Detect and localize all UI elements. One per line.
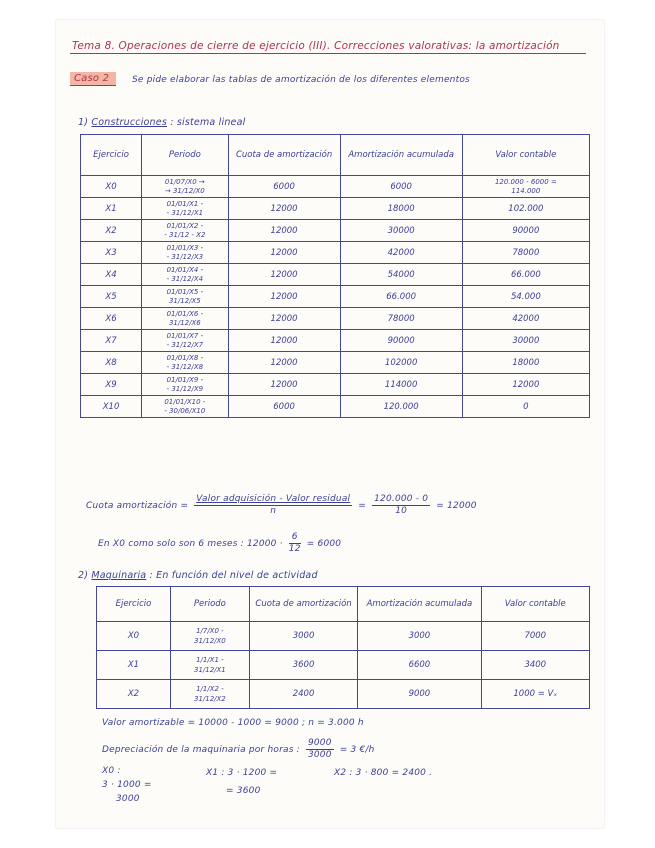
cell-valor-contable: 0 xyxy=(462,396,589,418)
cell-periodo xyxy=(142,396,229,418)
periodo-end: - 31/12/X1 xyxy=(166,208,204,217)
fraction-denominator: 12 xyxy=(288,544,301,554)
cell-valor-contable: 78000 xyxy=(462,242,589,264)
calc-x1-result: = 3600 xyxy=(226,786,261,796)
periodo-end: - 31/12/X9 xyxy=(166,384,204,393)
cell-acumulada: 18000 xyxy=(340,198,462,220)
cell-valor-contable: 90000 xyxy=(462,220,589,242)
formula-equals: = xyxy=(358,501,367,511)
periodo-start: 01/01/X2 - xyxy=(166,221,204,230)
vc-line1: 120.000 - 6000 = xyxy=(494,177,557,186)
cell-valor-contable: 42000 xyxy=(462,308,589,330)
cell-valor-contable: 30000 xyxy=(462,330,589,352)
fraction-numerator: Valor adquisición - Valor residual xyxy=(196,494,351,504)
cell-periodo xyxy=(142,176,229,198)
periodo-end: 31/12/X2 xyxy=(193,695,226,703)
col-valor-contable: Valor contable xyxy=(462,135,589,176)
periodo-end: - 30/06/X10 xyxy=(164,406,206,415)
cell-periodo xyxy=(142,330,229,352)
cell-acumulada: 120.000 xyxy=(340,396,462,418)
cell-ejercicio: X5 xyxy=(81,286,142,308)
cell-ejercicio: X0 xyxy=(97,622,171,651)
col-ejercicio: Ejercicio xyxy=(97,587,171,622)
cell-periodo xyxy=(142,220,229,242)
periodo-start: 01/01/X6 - xyxy=(166,309,204,318)
table-row xyxy=(81,242,590,264)
table-maquinaria xyxy=(96,586,590,709)
cell-cuota: 12000 xyxy=(228,242,340,264)
table-header-row xyxy=(81,135,590,176)
formula-x0 xyxy=(98,532,341,555)
vc-line2: 114.000 xyxy=(511,186,541,195)
table-row xyxy=(81,264,590,286)
section-number: 1) xyxy=(78,117,89,128)
cell-acumulada: 102000 xyxy=(340,352,462,374)
section-construcciones xyxy=(78,117,245,128)
caso-label: Caso 2 xyxy=(74,73,110,84)
cell-ejercicio: X3 xyxy=(81,242,142,264)
fraction-numerator: 9000 xyxy=(307,738,332,748)
cell-valor-contable xyxy=(462,176,589,198)
col-ejercicio: Ejercicio xyxy=(81,135,142,176)
cell-ejercicio: X6 xyxy=(81,308,142,330)
periodo-start: 01/07/X0 → xyxy=(164,177,205,186)
formula-depreciacion xyxy=(102,738,375,761)
cell-periodo xyxy=(142,308,229,330)
periodo-start: 01/01/X1 - xyxy=(166,199,204,208)
periodo-end: 31/12/X0 xyxy=(193,637,226,645)
fraction-months xyxy=(289,532,301,555)
fraction-denominator: 10 xyxy=(395,506,408,516)
formula-cuota xyxy=(86,494,477,517)
periodo-start: 01/01/X7 - xyxy=(166,331,204,340)
periodo-end: → 31/12/X0 xyxy=(164,186,205,195)
table-row xyxy=(81,330,590,352)
fraction-numerator: 6 xyxy=(289,532,301,544)
section-name: Construcciones xyxy=(91,117,167,128)
cell-acumulada: 114000 xyxy=(340,374,462,396)
cell-valor-contable: 18000 xyxy=(462,352,589,374)
table-row xyxy=(81,308,590,330)
fraction-values xyxy=(372,494,430,517)
cell-ejercicio: X1 xyxy=(97,651,171,680)
periodo-start: 01/01/X8 - xyxy=(166,353,204,362)
cell-valor-contable: 66.000 xyxy=(462,264,589,286)
table-construcciones xyxy=(80,134,590,418)
cell-cuota: 2400 xyxy=(249,680,357,709)
section-maquinaria xyxy=(78,570,318,581)
periodo-start: 01/01/X5 - xyxy=(166,287,204,296)
formula-result: = 3 €/h xyxy=(339,745,375,755)
cell-periodo xyxy=(142,374,229,396)
table-row xyxy=(81,220,590,242)
section-number: 2) xyxy=(78,570,89,581)
table-row xyxy=(81,374,590,396)
cell-periodo xyxy=(142,242,229,264)
col-cuota: Cuota de amortización xyxy=(228,135,340,176)
table-row xyxy=(97,622,590,651)
calc-x0-result: 3000 xyxy=(116,794,140,804)
col-cuota: Cuota de amortización xyxy=(249,587,357,622)
periodo-start: 01/01/X9 - xyxy=(166,375,204,384)
notebook-page xyxy=(56,20,604,828)
cell-ejercicio: X2 xyxy=(97,680,171,709)
cell-ejercicio: X7 xyxy=(81,330,142,352)
table-row xyxy=(97,651,590,680)
formula-label: Cuota amortización = xyxy=(86,501,189,511)
periodo-start: 01/01/X10 - xyxy=(164,397,206,406)
cell-valor-contable: 12000 xyxy=(462,374,589,396)
col-amort-acum: Amortización acumulada xyxy=(358,587,481,622)
periodo-end: 31/12/X6 xyxy=(168,318,201,327)
title-underline xyxy=(70,53,586,54)
fraction-numerator: 120.000 - 0 xyxy=(374,494,429,504)
table-row xyxy=(81,352,590,374)
cell-cuota: 12000 xyxy=(228,374,340,396)
col-periodo: Periodo xyxy=(142,135,229,176)
cell-ejercicio: X1 xyxy=(81,198,142,220)
intro-text: Se pide elaborar las tablas de amortización de los diferentes elementos xyxy=(132,75,470,85)
periodo-end: - 31/12/X3 xyxy=(166,252,204,261)
cell-ejercicio: X0 xyxy=(81,176,142,198)
page-title: Tema 8. Operaciones de cierre de ejercicio (III). Correcciones valorativas: la amortización xyxy=(72,40,560,52)
cell-ejercicio: X2 xyxy=(81,220,142,242)
col-valor-contable: Valor contable xyxy=(481,587,589,622)
cell-acumulada: 6600 xyxy=(358,651,481,680)
cell-periodo xyxy=(170,680,249,709)
periodo-start: 01/01/X4 - xyxy=(166,265,204,274)
section-method: : En función del nivel de actividad xyxy=(149,570,318,581)
cell-ejercicio: X10 xyxy=(81,396,142,418)
cell-cuota: 3000 xyxy=(249,622,357,651)
cell-periodo xyxy=(142,198,229,220)
section-name: Maquinaria xyxy=(91,570,147,581)
fraction-denominator: 3000 xyxy=(307,750,332,760)
formula-text: En X0 como solo son 6 meses : 12000 · xyxy=(98,539,283,549)
cell-acumulada: 90000 xyxy=(340,330,462,352)
table-row xyxy=(81,176,590,198)
cell-cuota: 12000 xyxy=(228,220,340,242)
table-row xyxy=(81,198,590,220)
cell-cuota: 6000 xyxy=(228,176,340,198)
periodo-end: 31/12/X5 xyxy=(168,296,201,305)
table-header-row xyxy=(97,587,590,622)
cell-acumulada: 3000 xyxy=(358,622,481,651)
cell-cuota: 12000 xyxy=(228,286,340,308)
cell-cuota: 12000 xyxy=(228,330,340,352)
cell-valor-contable: 102.000 xyxy=(462,198,589,220)
cell-periodo xyxy=(170,651,249,680)
cell-cuota: 12000 xyxy=(228,308,340,330)
table-row xyxy=(81,286,590,308)
periodo-end: - 31/12/X4 xyxy=(166,274,204,283)
cell-ejercicio: X8 xyxy=(81,352,142,374)
formula-result: = 12000 xyxy=(436,501,477,511)
cell-acumulada: 42000 xyxy=(340,242,462,264)
cell-valor-contable: 7000 xyxy=(481,622,589,651)
calc-x1-expr: X1 : 3 · 1200 = xyxy=(206,768,278,778)
cell-valor-contable: 54.000 xyxy=(462,286,589,308)
cell-cuota: 3600 xyxy=(249,651,357,680)
section-method: : sistema lineal xyxy=(170,117,246,128)
formula-valor-amortizable: Valor amortizable = 10000 - 1000 = 9000 ; n = 3.000 h xyxy=(102,718,364,728)
cell-cuota: 6000 xyxy=(228,396,340,418)
periodo-end: - 31/12/X8 xyxy=(166,362,204,371)
cell-cuota: 12000 xyxy=(228,198,340,220)
cell-cuota: 12000 xyxy=(228,352,340,374)
calc-x0-expr: 3 · 1000 = xyxy=(102,780,152,790)
cell-periodo xyxy=(142,264,229,286)
periodo-end: - 31/12 - X2 xyxy=(164,230,206,239)
formula-text: Depreciación de la maquinaria por horas : xyxy=(102,745,300,755)
cell-acumulada: 78000 xyxy=(340,308,462,330)
calc-x2: X2 : 3 · 800 = 2400 . xyxy=(334,768,433,778)
periodo-start: 1/1/X1 - xyxy=(196,656,224,664)
cell-acumulada: 54000 xyxy=(340,264,462,286)
cell-acumulada: 6000 xyxy=(340,176,462,198)
fraction-general xyxy=(194,494,352,517)
col-amort-acum: Amortización acumulada xyxy=(340,135,462,176)
cell-ejercicio: X9 xyxy=(81,374,142,396)
cell-periodo xyxy=(142,352,229,374)
cell-acumulada: 66.000 xyxy=(340,286,462,308)
cell-ejercicio: X4 xyxy=(81,264,142,286)
cell-acumulada: 9000 xyxy=(358,680,481,709)
periodo-end: - 31/12/X7 xyxy=(166,340,204,349)
table-row xyxy=(97,680,590,709)
cell-periodo xyxy=(170,622,249,651)
fraction-denominator: n xyxy=(270,506,277,516)
cell-valor-contable: 3400 xyxy=(481,651,589,680)
col-periodo: Periodo xyxy=(170,587,249,622)
formula-result: = 6000 xyxy=(306,539,342,549)
periodo-end: 31/12/X1 xyxy=(193,666,226,674)
cell-valor-contable: 1000 = Vₓ xyxy=(481,680,589,709)
cell-cuota: 12000 xyxy=(228,264,340,286)
cell-periodo xyxy=(142,286,229,308)
fraction-hours xyxy=(306,738,334,761)
periodo-start: 01/01/X3 - xyxy=(166,243,204,252)
cell-acumulada: 30000 xyxy=(340,220,462,242)
periodo-start: 1/7/X0 - xyxy=(196,627,224,635)
calc-x0-label: X0 : xyxy=(102,766,121,776)
table-row xyxy=(81,396,590,418)
periodo-start: 1/1/X2 - xyxy=(196,685,224,693)
